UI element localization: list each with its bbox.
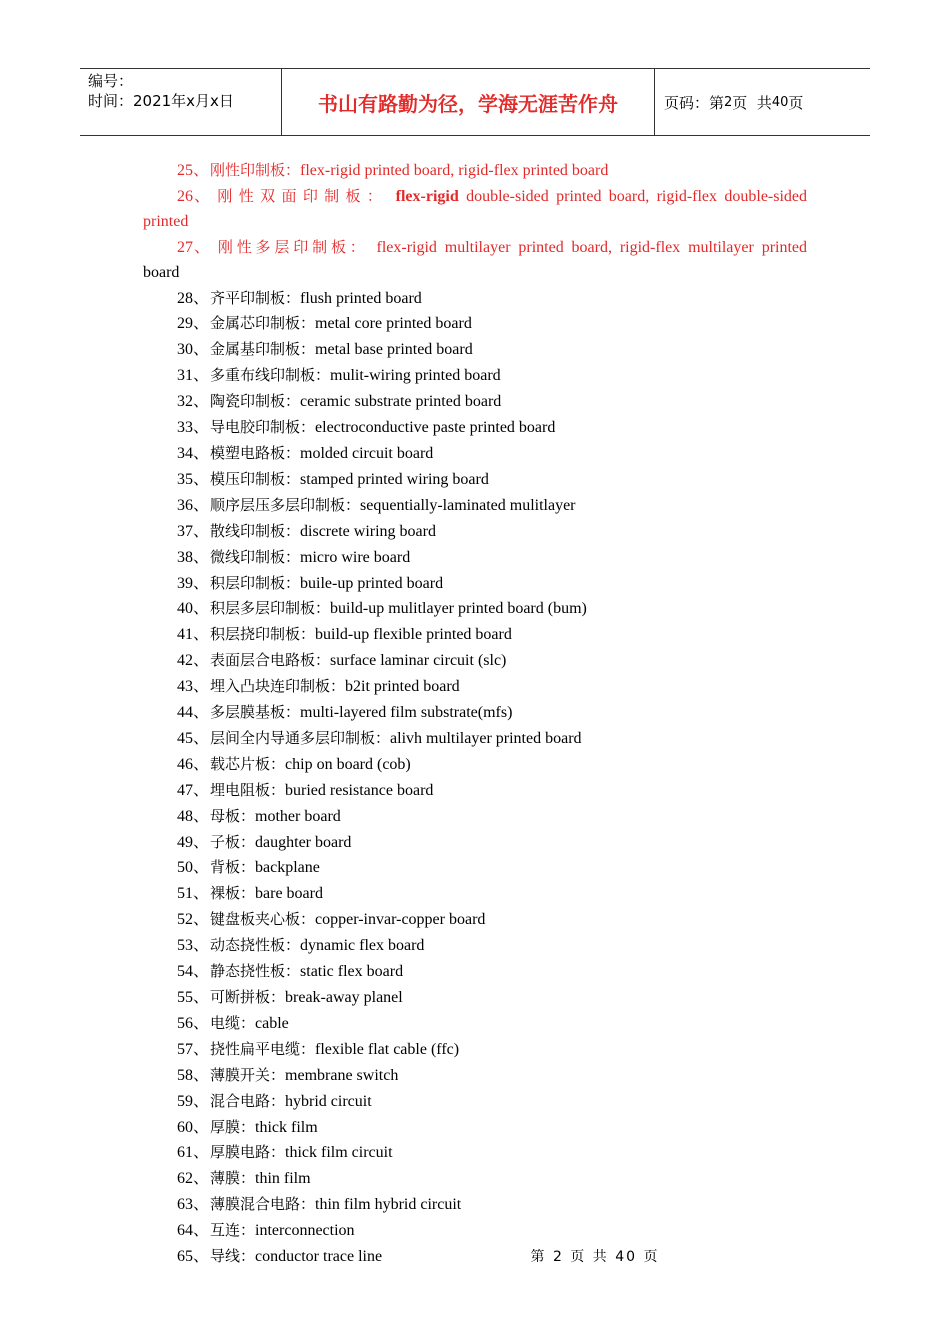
list-item xyxy=(143,1037,807,1063)
item-number: 56、 xyxy=(177,1014,210,1032)
item-term-zh: 模塑电路板： xyxy=(210,443,301,462)
item-term-zh: 母板： xyxy=(210,806,256,825)
item-term-zh: 积层挠印制板： xyxy=(210,625,316,644)
item-number: 35、 xyxy=(177,470,210,488)
header-info-cell xyxy=(80,69,281,135)
item-term-en: alivh multilayer printed board xyxy=(390,729,582,747)
item-term-en: build-up mulitlayer printed board (bum) xyxy=(330,600,587,618)
item-term-zh: 薄膜： xyxy=(210,1169,256,1188)
list-item xyxy=(143,158,807,184)
item-term-en: buile-up printed board xyxy=(300,574,444,592)
item-term-zh: 厚膜电路： xyxy=(210,1143,286,1162)
item-number: 34、 xyxy=(177,444,210,462)
item-number: 61、 xyxy=(177,1144,210,1162)
item-term-en: multi-layered film substrate(mfs) xyxy=(300,704,513,722)
item-term-zh: 导电胶印制板： xyxy=(210,418,316,437)
item-term-zh: 刚性印制板： xyxy=(210,161,301,179)
item-term-en: interconnection xyxy=(255,1222,355,1240)
item-number: 29、 xyxy=(177,315,210,333)
list-item xyxy=(143,1218,807,1244)
item-term-zh: 金属芯印制板： xyxy=(210,314,316,333)
item-term-zh: 顺序层压多层印制板： xyxy=(210,495,361,514)
item-term-zh: 挠性扁平电缆： xyxy=(210,1039,316,1058)
item-number: 54、 xyxy=(177,963,210,981)
item-number: 36、 xyxy=(177,496,210,514)
item-term-en: copper-invar-copper board xyxy=(315,911,486,929)
item-term-zh: 层间全内导通多层印制板： xyxy=(210,728,391,747)
item-number: 46、 xyxy=(177,755,210,773)
list-item xyxy=(143,881,807,907)
item-number: 43、 xyxy=(177,678,210,696)
item-number: 25、 xyxy=(177,162,210,179)
item-number: 45、 xyxy=(177,729,210,747)
item-term-en: ceramic substrate printed board xyxy=(300,393,502,411)
item-number: 63、 xyxy=(177,1196,210,1214)
item-term-zh: 散线印制板： xyxy=(210,521,301,540)
item-number: 57、 xyxy=(177,1040,210,1058)
header-table xyxy=(80,68,870,136)
item-number: 60、 xyxy=(177,1118,210,1136)
item-number: 44、 xyxy=(177,704,210,722)
list-item xyxy=(143,184,807,235)
list-item xyxy=(143,830,807,856)
item-continuation: board xyxy=(143,263,180,281)
item-term-en: b2it printed board xyxy=(345,678,460,696)
item-number: 39、 xyxy=(177,574,210,592)
item-term-en: double-sided printed board, rigid-flex double-sided xyxy=(458,187,808,205)
item-term-zh: 多层膜基板： xyxy=(210,703,301,722)
item-number: 26、 xyxy=(177,187,210,205)
item-number: 47、 xyxy=(177,781,210,799)
page-number: 2 xyxy=(724,94,733,110)
item-term-en: flex-rigid printed board, rigid-flex printed board xyxy=(300,162,609,179)
page-indicator xyxy=(655,69,870,135)
item-term-en: dynamic flex board xyxy=(300,937,425,955)
item-term-zh: 埋入凸块连印制板： xyxy=(210,677,346,696)
item-term-en: sequentially-laminated mulitlayer xyxy=(360,496,576,514)
item-term-en: molded circuit board xyxy=(300,444,434,462)
item-term-zh: 金属基印制板： xyxy=(210,340,316,359)
item-term-en: chip on board (cob) xyxy=(285,755,411,773)
list-item xyxy=(143,545,807,571)
motto: 书山有路勤为径，学海无涯苦作舟 xyxy=(281,69,655,135)
list-item xyxy=(143,493,807,519)
item-term-en: thin film xyxy=(255,1170,311,1188)
list-item xyxy=(143,855,807,881)
list-item xyxy=(143,752,807,778)
list-item xyxy=(143,235,807,286)
item-term-zh: 载芯片板： xyxy=(210,754,286,773)
item-term-en: buried resistance board xyxy=(285,781,434,799)
item-term-zh: 导线： xyxy=(210,1247,256,1266)
list-item xyxy=(143,674,807,700)
list-item xyxy=(143,337,807,363)
item-term-zh: 多重布线印制板： xyxy=(210,366,331,385)
list-item xyxy=(143,778,807,804)
list-item xyxy=(143,519,807,545)
item-number: 58、 xyxy=(177,1066,210,1084)
page-label-mid: 页 共 xyxy=(732,93,772,112)
item-term-zh: 背板： xyxy=(210,858,256,877)
item-term-zh: 动态挠性板： xyxy=(210,936,301,955)
item-number: 42、 xyxy=(177,652,210,670)
item-continuation: printed xyxy=(143,212,189,230)
item-term-en: flexible flat cable (ffc) xyxy=(315,1040,460,1058)
item-term-en: build-up flexible printed board xyxy=(315,626,512,644)
item-term-en: electroconductive paste printed board xyxy=(315,419,556,437)
item-number: 50、 xyxy=(177,859,210,877)
item-number: 51、 xyxy=(177,885,210,903)
item-term-en: mulit-wiring printed board xyxy=(330,367,501,385)
list-item xyxy=(143,1063,807,1089)
code-label: 编号： xyxy=(88,72,134,90)
list-item xyxy=(143,286,807,312)
item-term-en: membrane switch xyxy=(285,1066,399,1084)
item-term-en: cable xyxy=(255,1014,289,1032)
item-term-zh: 薄膜开关： xyxy=(210,1065,286,1084)
list-item xyxy=(143,571,807,597)
item-number: 33、 xyxy=(177,419,210,437)
item-term-zh: 键盘板夹心板： xyxy=(210,910,316,929)
item-term-en-bold: flex-rigid xyxy=(395,187,459,205)
item-term-en: flush printed board xyxy=(300,289,422,307)
item-term-en: metal core printed board xyxy=(315,315,472,333)
page-label-post: 页 xyxy=(788,93,804,112)
item-number: 28、 xyxy=(177,289,210,307)
item-term-zh: 薄膜混合电路： xyxy=(210,1195,316,1214)
item-number: 55、 xyxy=(177,989,210,1006)
list-item xyxy=(143,1166,807,1192)
item-number: 48、 xyxy=(177,807,210,825)
item-term-zh: 刚性多层印制板： xyxy=(217,237,369,256)
item-term-zh: 互连： xyxy=(210,1221,256,1240)
item-number: 65、 xyxy=(177,1248,210,1266)
item-term-zh: 微线印制板： xyxy=(210,547,301,566)
item-term-zh: 齐平印制板： xyxy=(210,288,301,307)
list-item xyxy=(143,363,807,389)
item-term-zh: 表面层合电路板： xyxy=(210,651,331,670)
list-item xyxy=(143,907,807,933)
item-number: 37、 xyxy=(177,522,210,540)
list-item xyxy=(143,415,807,441)
item-term-zh: 刚性双面印制板： xyxy=(217,186,389,205)
item-term-zh: 积层印制板： xyxy=(210,573,301,592)
time-label: 时间：2021年x月x日 xyxy=(88,92,234,110)
item-term-en: surface laminar circuit (slc) xyxy=(330,652,507,670)
list-item xyxy=(143,1011,807,1037)
list-item xyxy=(143,1115,807,1141)
item-term-zh: 裸板： xyxy=(210,884,256,903)
list-item xyxy=(143,441,807,467)
item-term-en: static flex board xyxy=(300,963,404,981)
item-term-en: break-away planel xyxy=(285,989,403,1006)
list-item xyxy=(143,467,807,493)
list-item xyxy=(143,726,807,752)
item-number: 31、 xyxy=(177,367,210,385)
item-term-en: metal base printed board xyxy=(315,341,473,359)
page-footer: 第 2 页 共 40 页 xyxy=(530,1249,660,1265)
item-number: 40、 xyxy=(177,600,210,618)
list-item xyxy=(143,311,807,337)
item-term-zh: 子板： xyxy=(210,832,256,851)
item-number: 49、 xyxy=(177,833,210,851)
item-term-zh: 可断拼板： xyxy=(210,988,286,1006)
item-number: 30、 xyxy=(177,341,210,359)
item-term-en: daughter board xyxy=(255,833,352,851)
item-term-zh: 埋电阻板： xyxy=(210,780,286,799)
item-term-zh: 静态挠性板： xyxy=(210,962,301,981)
item-number: 27、 xyxy=(177,238,210,256)
item-number: 52、 xyxy=(177,911,210,929)
list-item xyxy=(143,1089,807,1115)
list-item xyxy=(143,596,807,622)
item-number: 53、 xyxy=(177,937,210,955)
item-term-zh: 厚膜： xyxy=(210,1117,256,1136)
item-term-en: bare board xyxy=(255,885,323,903)
list-item xyxy=(143,933,807,959)
list-item xyxy=(143,1192,807,1218)
item-number: 59、 xyxy=(177,1092,210,1110)
page-total: 40 xyxy=(771,94,789,110)
list-item xyxy=(143,1140,807,1166)
item-term-zh: 混合电路： xyxy=(210,1091,286,1110)
glossary-list xyxy=(143,158,807,1270)
item-term-zh: 陶瓷印制板： xyxy=(210,392,301,411)
item-number: 38、 xyxy=(177,548,210,566)
list-item xyxy=(143,959,807,985)
item-term-en: conductor trace line xyxy=(255,1248,383,1266)
page-label-pre: 页码：第 xyxy=(664,93,725,112)
list-item xyxy=(143,700,807,726)
item-term-en: thin film hybrid circuit xyxy=(315,1196,462,1214)
entries-container xyxy=(143,286,807,1270)
item-term-en: hybrid circuit xyxy=(285,1092,372,1110)
list-item xyxy=(143,622,807,648)
item-term-en: thick film xyxy=(255,1118,318,1136)
item-number: 64、 xyxy=(177,1222,210,1240)
list-item xyxy=(143,648,807,674)
item-number: 62、 xyxy=(177,1170,210,1188)
item-term-en: micro wire board xyxy=(300,548,411,566)
list-item xyxy=(143,985,807,1011)
item-term-zh: 电缆： xyxy=(210,1013,256,1032)
list-item xyxy=(143,804,807,830)
item-term-zh: 模压印制板： xyxy=(210,469,301,488)
item-term-en: thick film circuit xyxy=(285,1144,393,1162)
item-term-en: backplane xyxy=(255,859,320,877)
item-number: 32、 xyxy=(177,393,210,411)
item-term-zh: 积层多层印制板： xyxy=(210,599,331,618)
item-term-en: discrete wiring board xyxy=(300,522,436,540)
item-number: 41、 xyxy=(177,626,210,644)
item-term-en: stamped printed wiring board xyxy=(300,470,489,488)
item-term-en: mother board xyxy=(255,807,341,825)
item-term-en: flex-rigid multilayer printed board, rigid-flex multilayer printed xyxy=(376,238,808,256)
list-item xyxy=(143,389,807,415)
